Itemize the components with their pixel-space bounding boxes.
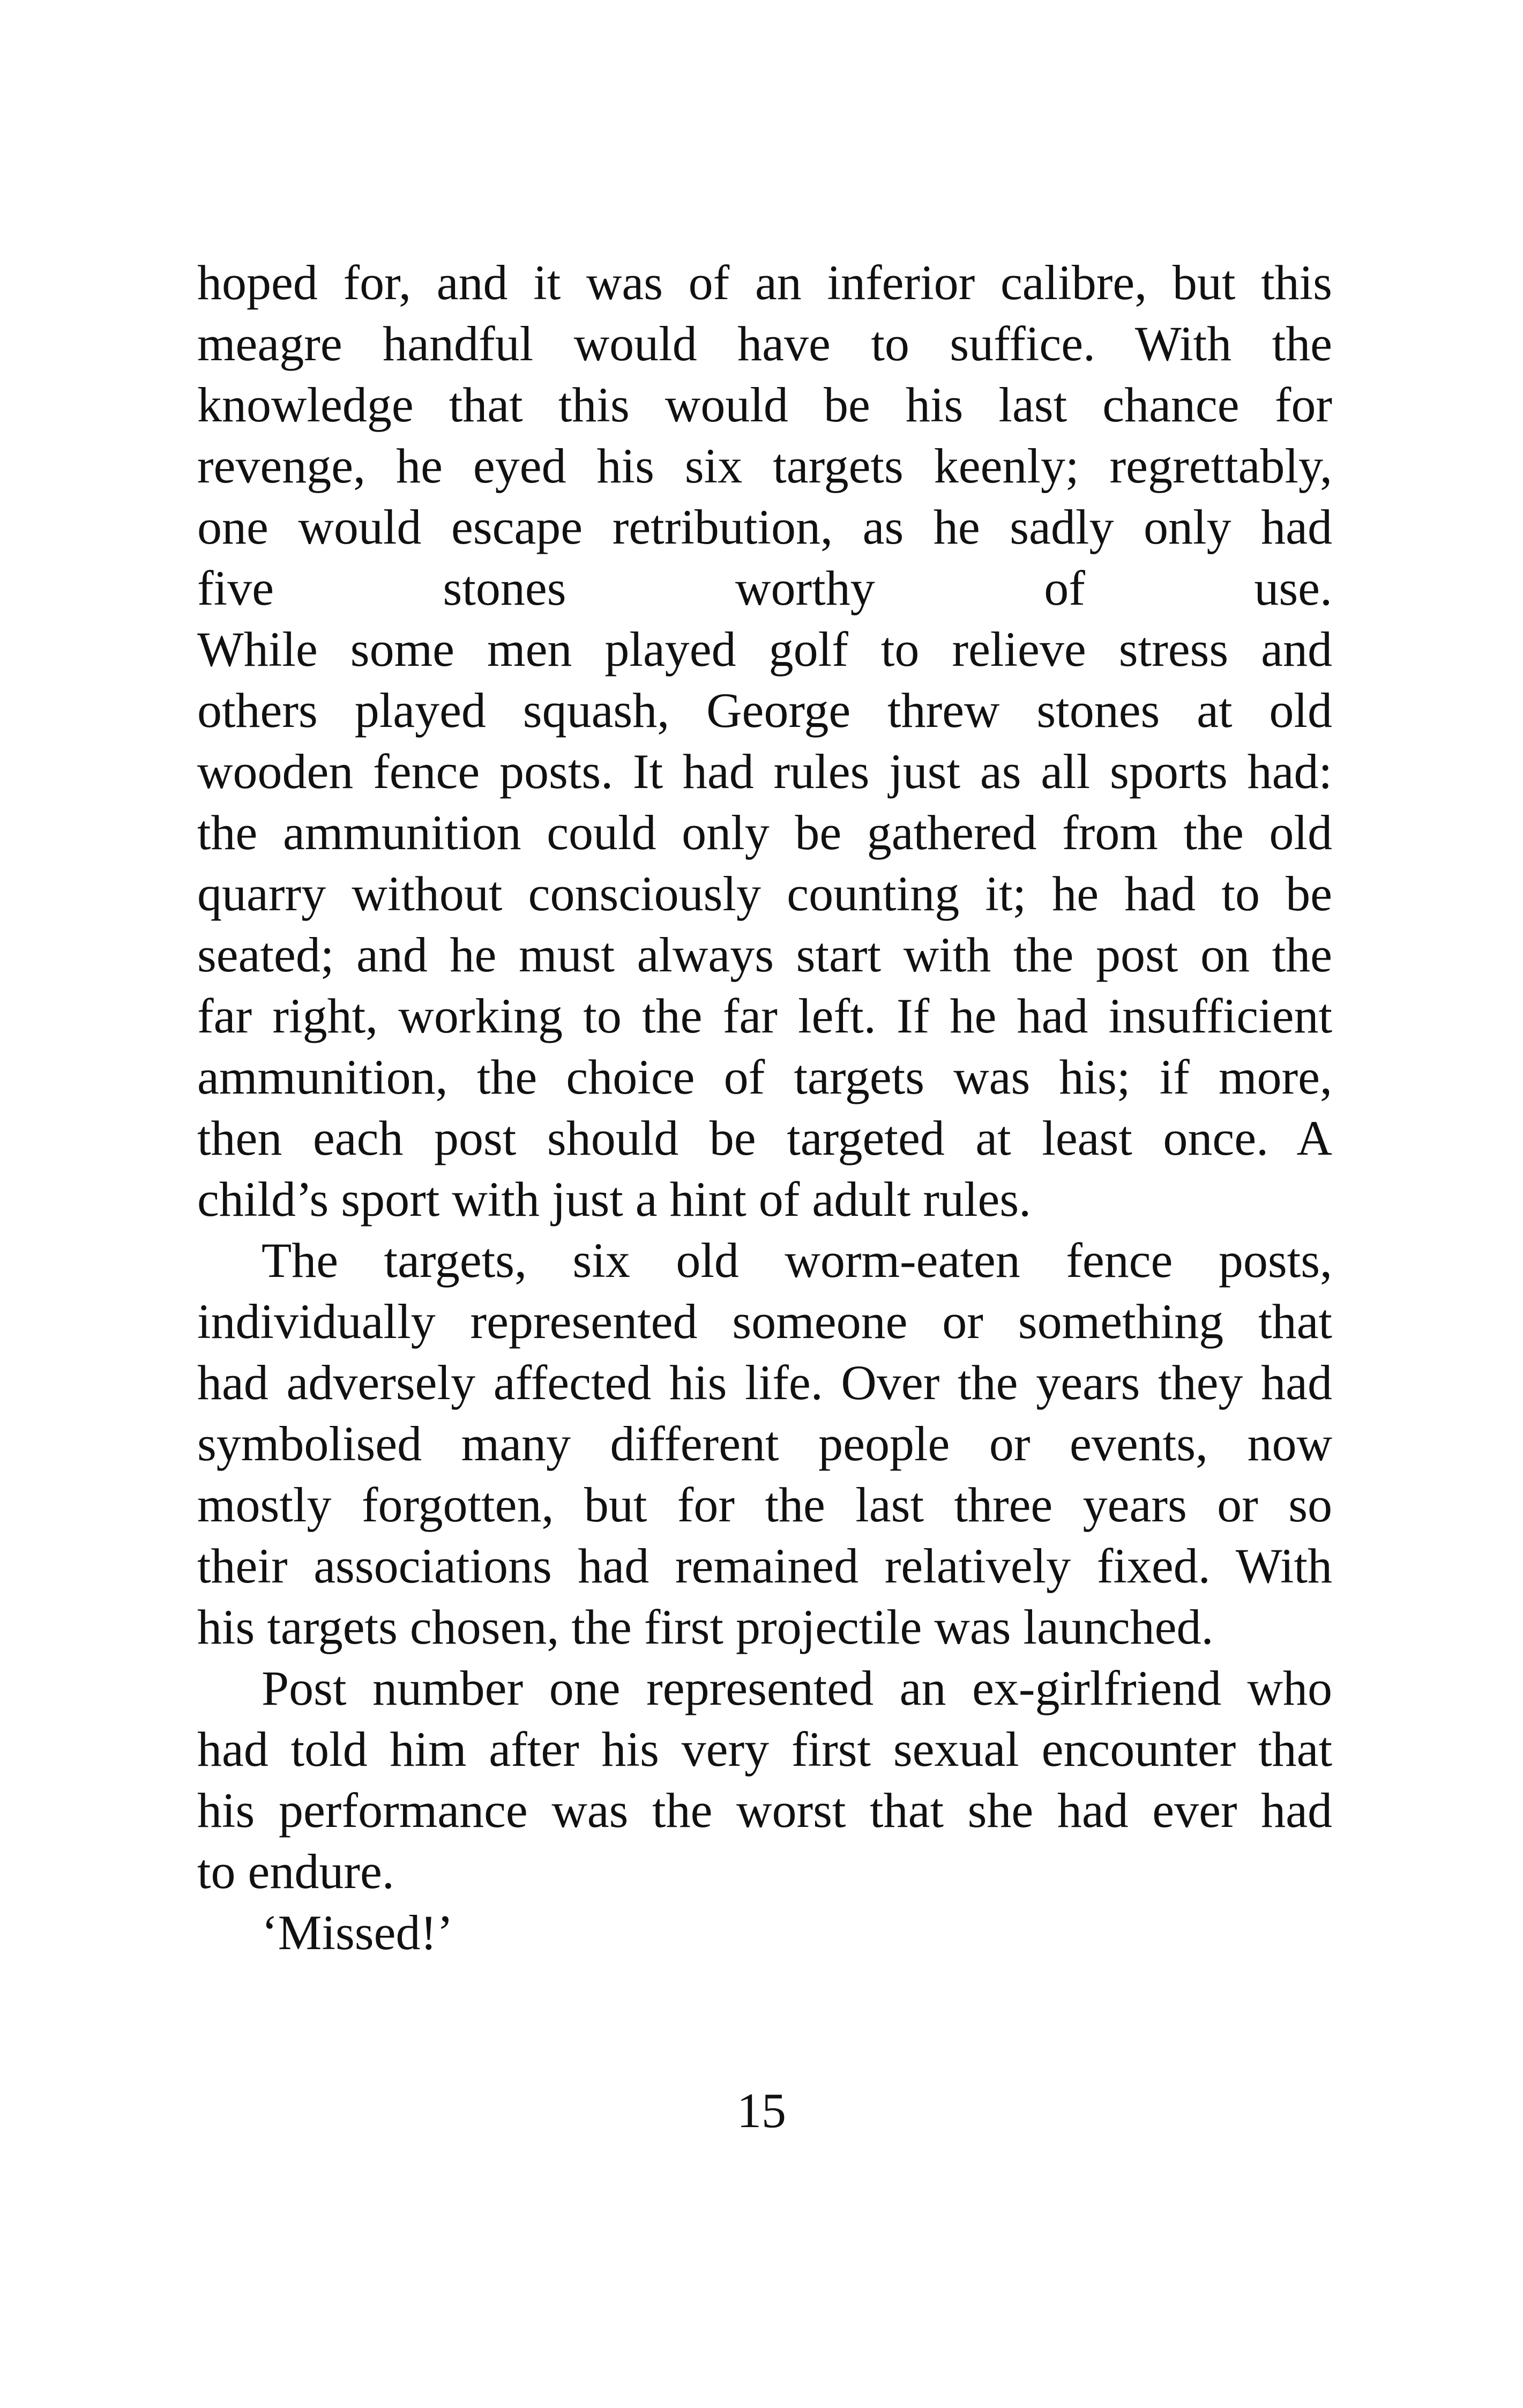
text-line: hoped for, and it was of an inferior calibre, but this [197,255,1332,310]
text-line: wooden fence posts. It had rules just as all sports had: [197,744,1332,799]
text-line: his performance was the worst that she had ever had [197,1783,1332,1838]
text-line: to endure. [197,1844,394,1899]
text-line: the ammunition could only be gathered from the old [197,805,1332,860]
text-line: knowledge that this would be his last chance for [197,377,1332,432]
text-line: five stones worthy of use. [197,561,1332,615]
text-line: had adversely affected his life. Over the years they had [197,1355,1332,1410]
text-line: his targets chosen, the first projectile was launched. [197,1600,1214,1654]
text-line: Post number one represented an ex-girlfriend who [262,1661,1332,1715]
text-line: While some men played golf to relieve stress and [197,622,1332,677]
page-number: 15 [737,2083,786,2138]
text-line: individually represented someone or something that [197,1294,1332,1349]
text-line: one would escape retribution, as he sadly only had [197,500,1332,554]
text-line: ammunition, the choice of targets was his; if more, [197,1050,1332,1104]
text-line: ‘Missed!’ [262,1905,453,1960]
text-line: meagre handful would have to suffice. With the [197,316,1332,371]
text-line: revenge, he eyed his six targets keenly; regrettably, [197,439,1332,493]
text-line: others played squash, George threw stones at old [197,683,1332,738]
text-line: had told him after his very first sexual encounter that [197,1722,1332,1777]
text-line: their associations had remained relatively fixed. With [197,1539,1332,1593]
text-line: The targets, six old worm-eaten fence posts, [262,1233,1332,1288]
body-text [197,252,1332,1963]
text-line: quarry without consciously counting it; he had to be [197,866,1332,921]
text-line: mostly forgotten, but for the last three years or so [197,1477,1332,1532]
text-line: seated; and he must always start with the post on the [197,927,1332,982]
text-line: then each post should be targeted at least once. A [197,1111,1332,1165]
text-line: symbolised many different people or events, now [197,1416,1332,1471]
text-line: far right, working to the far left. If he had insufficient [197,989,1332,1043]
text-line: child’s sport with just a hint of adult rules. [197,1172,1032,1227]
